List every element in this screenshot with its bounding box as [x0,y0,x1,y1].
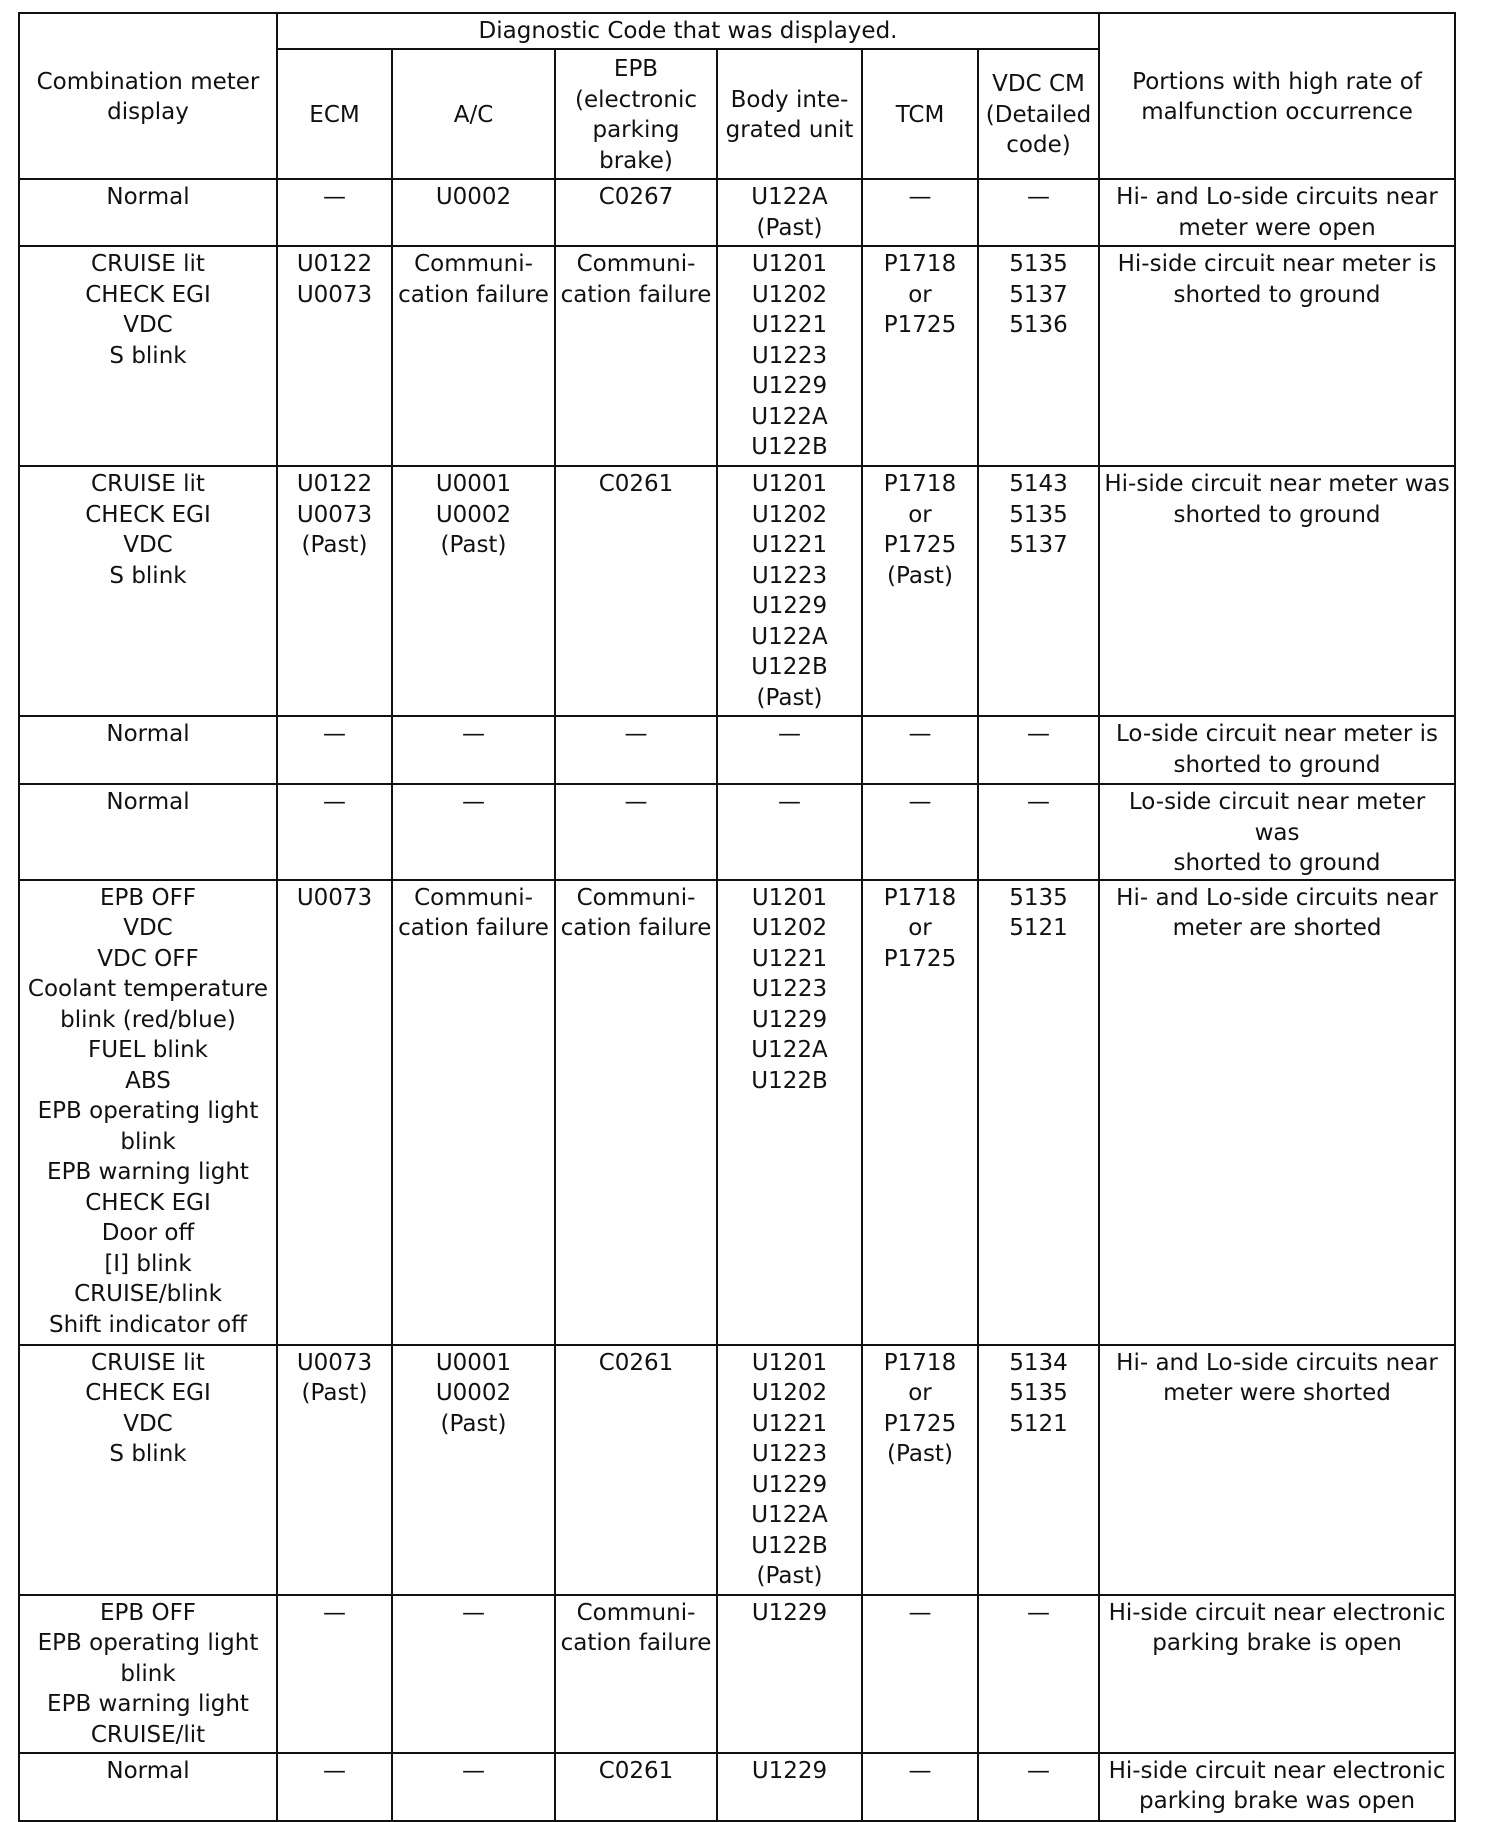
table-body [19,179,1455,1821]
tcm-code-cell-text: P1718 or P1725 (Past) [883,1349,957,1467]
meter-display-cell-text: CRUISE lit CHECK EGI VDC S blink [85,251,211,369]
meter-display-cell-text: EPB OFF VDC VDC OFF Coolant temperature blink (red/blue) FUEL blink ABS EPB operating light blink EPB warning light CHECK EGI Door off [I] blink CRUISE/blink Shift indicator off [27,884,269,1338]
body-unit-code-cell [717,1753,862,1821]
header-diagnostic-code-group: Diagnostic Code that was displayed. [277,13,1099,49]
tcm-code-cell [862,716,978,784]
ecm-code-cell-text: — [323,789,346,815]
vdc-code-cell [978,1595,1099,1753]
epb-code-cell [555,1595,717,1753]
ecm-code-cell-text: U0122 U0073 [296,251,373,308]
malfunction-portion-cell [1099,466,1455,716]
header-vdc-cm: VDC CM (Detailed code) [978,49,1099,179]
malfunction-portion-cell-text: Hi-side circuit near meter was shorted to ground [1104,471,1450,528]
ac-code-cell [392,179,555,246]
body-unit-code-cell [717,1595,862,1753]
vdc-code-cell-text: — [1027,721,1051,747]
ecm-code-cell-text: — [323,1599,346,1626]
ac-code-cell-text: U0001 U0002 (Past) [435,1349,512,1437]
epb-code-cell [555,880,717,1345]
ac-code-cell [392,1345,555,1595]
malfunction-portion-cell-text: Hi-side circuit near meter is shorted to ground [1117,251,1437,308]
tcm-code-cell [862,1345,978,1595]
ecm-code-cell [277,466,392,716]
vdc-code-cell [978,880,1099,1345]
epb-code-cell-text: — [624,789,648,815]
meter-display-cell [19,716,277,784]
body-unit-code-cell [717,179,862,246]
epb-code-cell-text: Communi- cation failure [560,251,712,308]
tcm-code-cell-text: P1718 or P1725 [883,884,957,972]
malfunction-portion-cell-text: Hi-side circuit near electronic parking brake was open [1108,1757,1446,1814]
vdc-code-cell-text: 5134 5135 5121 [1009,1349,1068,1437]
table-row [19,784,1455,880]
tcm-code-cell [862,1753,978,1821]
body-unit-code-cell-text: U1201 U1202 U1221 U1223 U1229 U122A U122B (Past) [751,1349,828,1589]
meter-display-cell [19,1753,277,1821]
vdc-code-cell [978,1753,1099,1821]
tcm-code-cell [862,466,978,716]
table-row [19,880,1455,1345]
malfunction-portion-cell-text: Lo-side circuit near meter was shorted to ground [1128,789,1426,876]
epb-code-cell-text: C0261 [598,1757,674,1784]
ac-code-cell [392,880,555,1345]
vdc-code-cell [978,716,1099,784]
vdc-code-cell-text: — [1027,789,1051,815]
body-unit-code-cell [717,246,862,466]
vdc-code-cell [978,784,1099,880]
malfunction-portion-cell [1099,1753,1455,1821]
ac-code-cell-text: — [462,721,485,747]
ecm-code-cell-text: — [323,721,346,747]
meter-display-cell [19,784,277,880]
ecm-code-cell-text: U0122 U0073 (Past) [296,471,373,558]
ecm-code-cell [277,1345,392,1595]
meter-display-cell [19,179,277,246]
header-malfunction-portions: Portions with high rate of malfunction occurrence [1099,13,1455,179]
meter-display-cell [19,246,277,466]
table-row [19,179,1455,246]
ecm-code-cell-text: U0073 [296,884,373,911]
diagnostic-code-table [18,12,1456,1822]
vdc-code-cell-text: 5135 5121 [1009,884,1068,941]
meter-display-cell-text: Normal [106,1757,190,1784]
header-epb: EPB (electronic parking brake) [555,49,717,179]
vdc-code-cell-text: — [1027,184,1051,210]
tcm-code-cell [862,784,978,880]
malfunction-portion-cell [1099,1345,1455,1595]
tcm-code-cell-text: — [908,721,932,747]
epb-code-cell [555,716,717,784]
ac-code-cell [392,1595,555,1753]
table-row [19,716,1455,784]
body-unit-code-cell-text: U1201 U1202 U1221 U1223 U1229 U122A U122B [751,251,828,460]
malfunction-portion-cell [1099,784,1455,880]
ac-code-cell-text: U0001 U0002 (Past) [435,471,512,558]
ecm-code-cell-text: U0073 (Past) [296,1349,373,1406]
vdc-code-cell [978,179,1099,246]
body-unit-code-cell-text: U1201 U1202 U1221 U1223 U1229 U122A U122B (Past) [751,471,828,711]
meter-display-cell [19,466,277,716]
header-ac: A/C [392,49,555,179]
ecm-code-cell-text: — [323,184,346,210]
tcm-code-cell-text: — [908,184,932,210]
ecm-code-cell [277,716,392,784]
epb-code-cell [555,1345,717,1595]
ecm-code-cell [277,179,392,246]
ac-code-cell-text: Communi- cation failure [398,884,549,941]
meter-display-cell [19,880,277,1345]
body-unit-code-cell-text: — [778,789,801,815]
epb-code-cell [555,246,717,466]
body-unit-code-cell [717,716,862,784]
vdc-code-cell-text: — [1027,1599,1051,1626]
ecm-code-cell [277,1595,392,1753]
ecm-code-cell [277,1753,392,1821]
body-unit-code-cell-text: U1201 U1202 U1221 U1223 U1229 U122A U122B [751,884,828,1094]
body-unit-code-cell-text: — [778,721,801,747]
ecm-code-cell-text: — [323,1757,346,1784]
ac-code-cell-text: U0002 [435,184,512,210]
malfunction-portion-cell-text: Hi-side circuit near electronic parking brake is open [1108,1599,1446,1656]
tcm-code-cell-text: P1718 or P1725 (Past) [883,471,957,589]
table-row [19,246,1455,466]
epb-code-cell [555,466,717,716]
tcm-code-cell [862,246,978,466]
epb-code-cell-text: C0261 [598,1349,674,1376]
ac-code-cell [392,466,555,716]
tcm-code-cell-text: — [908,1599,932,1626]
malfunction-portion-cell-text: Hi- and Lo-side circuits near meter were shorted [1116,1349,1438,1406]
malfunction-portion-cell [1099,880,1455,1345]
vdc-code-cell-text: — [1027,1757,1051,1784]
malfunction-portion-cell [1099,716,1455,784]
body-unit-code-cell-text: U1229 [751,1757,828,1784]
ecm-code-cell [277,246,392,466]
ecm-code-cell [277,784,392,880]
malfunction-portion-cell [1099,179,1455,246]
ac-code-cell [392,1753,555,1821]
table-row [19,1753,1455,1821]
epb-code-cell [555,179,717,246]
vdc-code-cell [978,1345,1099,1595]
header-combination-meter-display: Combination meter display [19,13,277,179]
table-row [19,1345,1455,1595]
ac-code-cell-text: — [462,1599,485,1626]
vdc-code-cell-text: 5143 5135 5137 [1009,471,1068,558]
epb-code-cell-text: Communi- cation failure [560,884,712,941]
ecm-code-cell [277,880,392,1345]
meter-display-cell-text: Normal [106,789,190,815]
tcm-code-cell [862,1595,978,1753]
epb-code-cell-text: Communi- cation failure [560,1599,712,1656]
epb-code-cell-text: C0267 [598,184,674,210]
meter-display-cell-text: CRUISE lit CHECK EGI VDC S blink [85,471,211,589]
body-unit-code-cell [717,880,862,1345]
ac-code-cell [392,784,555,880]
meter-display-cell-text: EPB OFF EPB operating light blink EPB warning light CRUISE/lit [37,1599,259,1748]
malfunction-portion-cell-text: Hi- and Lo-side circuits near meter are shorted [1116,884,1438,941]
body-unit-code-cell [717,1345,862,1595]
tcm-code-cell-text: — [908,789,932,815]
ac-code-cell-text: Communi- cation failure [398,251,549,308]
meter-display-cell [19,1345,277,1595]
vdc-code-cell [978,246,1099,466]
ac-code-cell-text: — [462,1757,485,1784]
meter-display-cell-text: Normal [106,184,190,210]
epb-code-cell [555,784,717,880]
header-tcm: TCM [862,49,978,179]
ac-code-cell-text: — [462,789,485,815]
ac-code-cell [392,716,555,784]
tcm-code-cell [862,880,978,1345]
meter-display-cell-text: CRUISE lit CHECK EGI VDC S blink [85,1349,211,1467]
body-unit-code-cell [717,466,862,716]
header-body-integrated-unit: Body inte- grated unit [717,49,862,179]
epb-code-cell [555,1753,717,1821]
body-unit-code-cell-text: U1229 [751,1599,828,1626]
tcm-code-cell-text: — [908,1757,932,1784]
body-unit-code-cell-text: U122A (Past) [751,184,828,241]
malfunction-portion-cell [1099,1595,1455,1753]
body-unit-code-cell [717,784,862,880]
ac-code-cell [392,246,555,466]
tcm-code-cell-text: P1718 or P1725 [883,251,957,338]
malfunction-portion-cell [1099,246,1455,466]
malfunction-portion-cell-text: Hi- and Lo-side circuits near meter were open [1116,184,1438,241]
header-ecm: ECM [277,49,392,179]
malfunction-portion-cell-text: Lo-side circuit near meter is shorted to ground [1116,721,1439,778]
tcm-code-cell [862,179,978,246]
table-row [19,466,1455,716]
vdc-code-cell [978,466,1099,716]
vdc-code-cell-text: 5135 5137 5136 [1009,251,1068,338]
table-row [19,1595,1455,1753]
epb-code-cell-text: C0261 [598,471,674,497]
meter-display-cell-text: Normal [106,721,190,747]
meter-display-cell [19,1595,277,1753]
epb-code-cell-text: — [624,721,648,747]
